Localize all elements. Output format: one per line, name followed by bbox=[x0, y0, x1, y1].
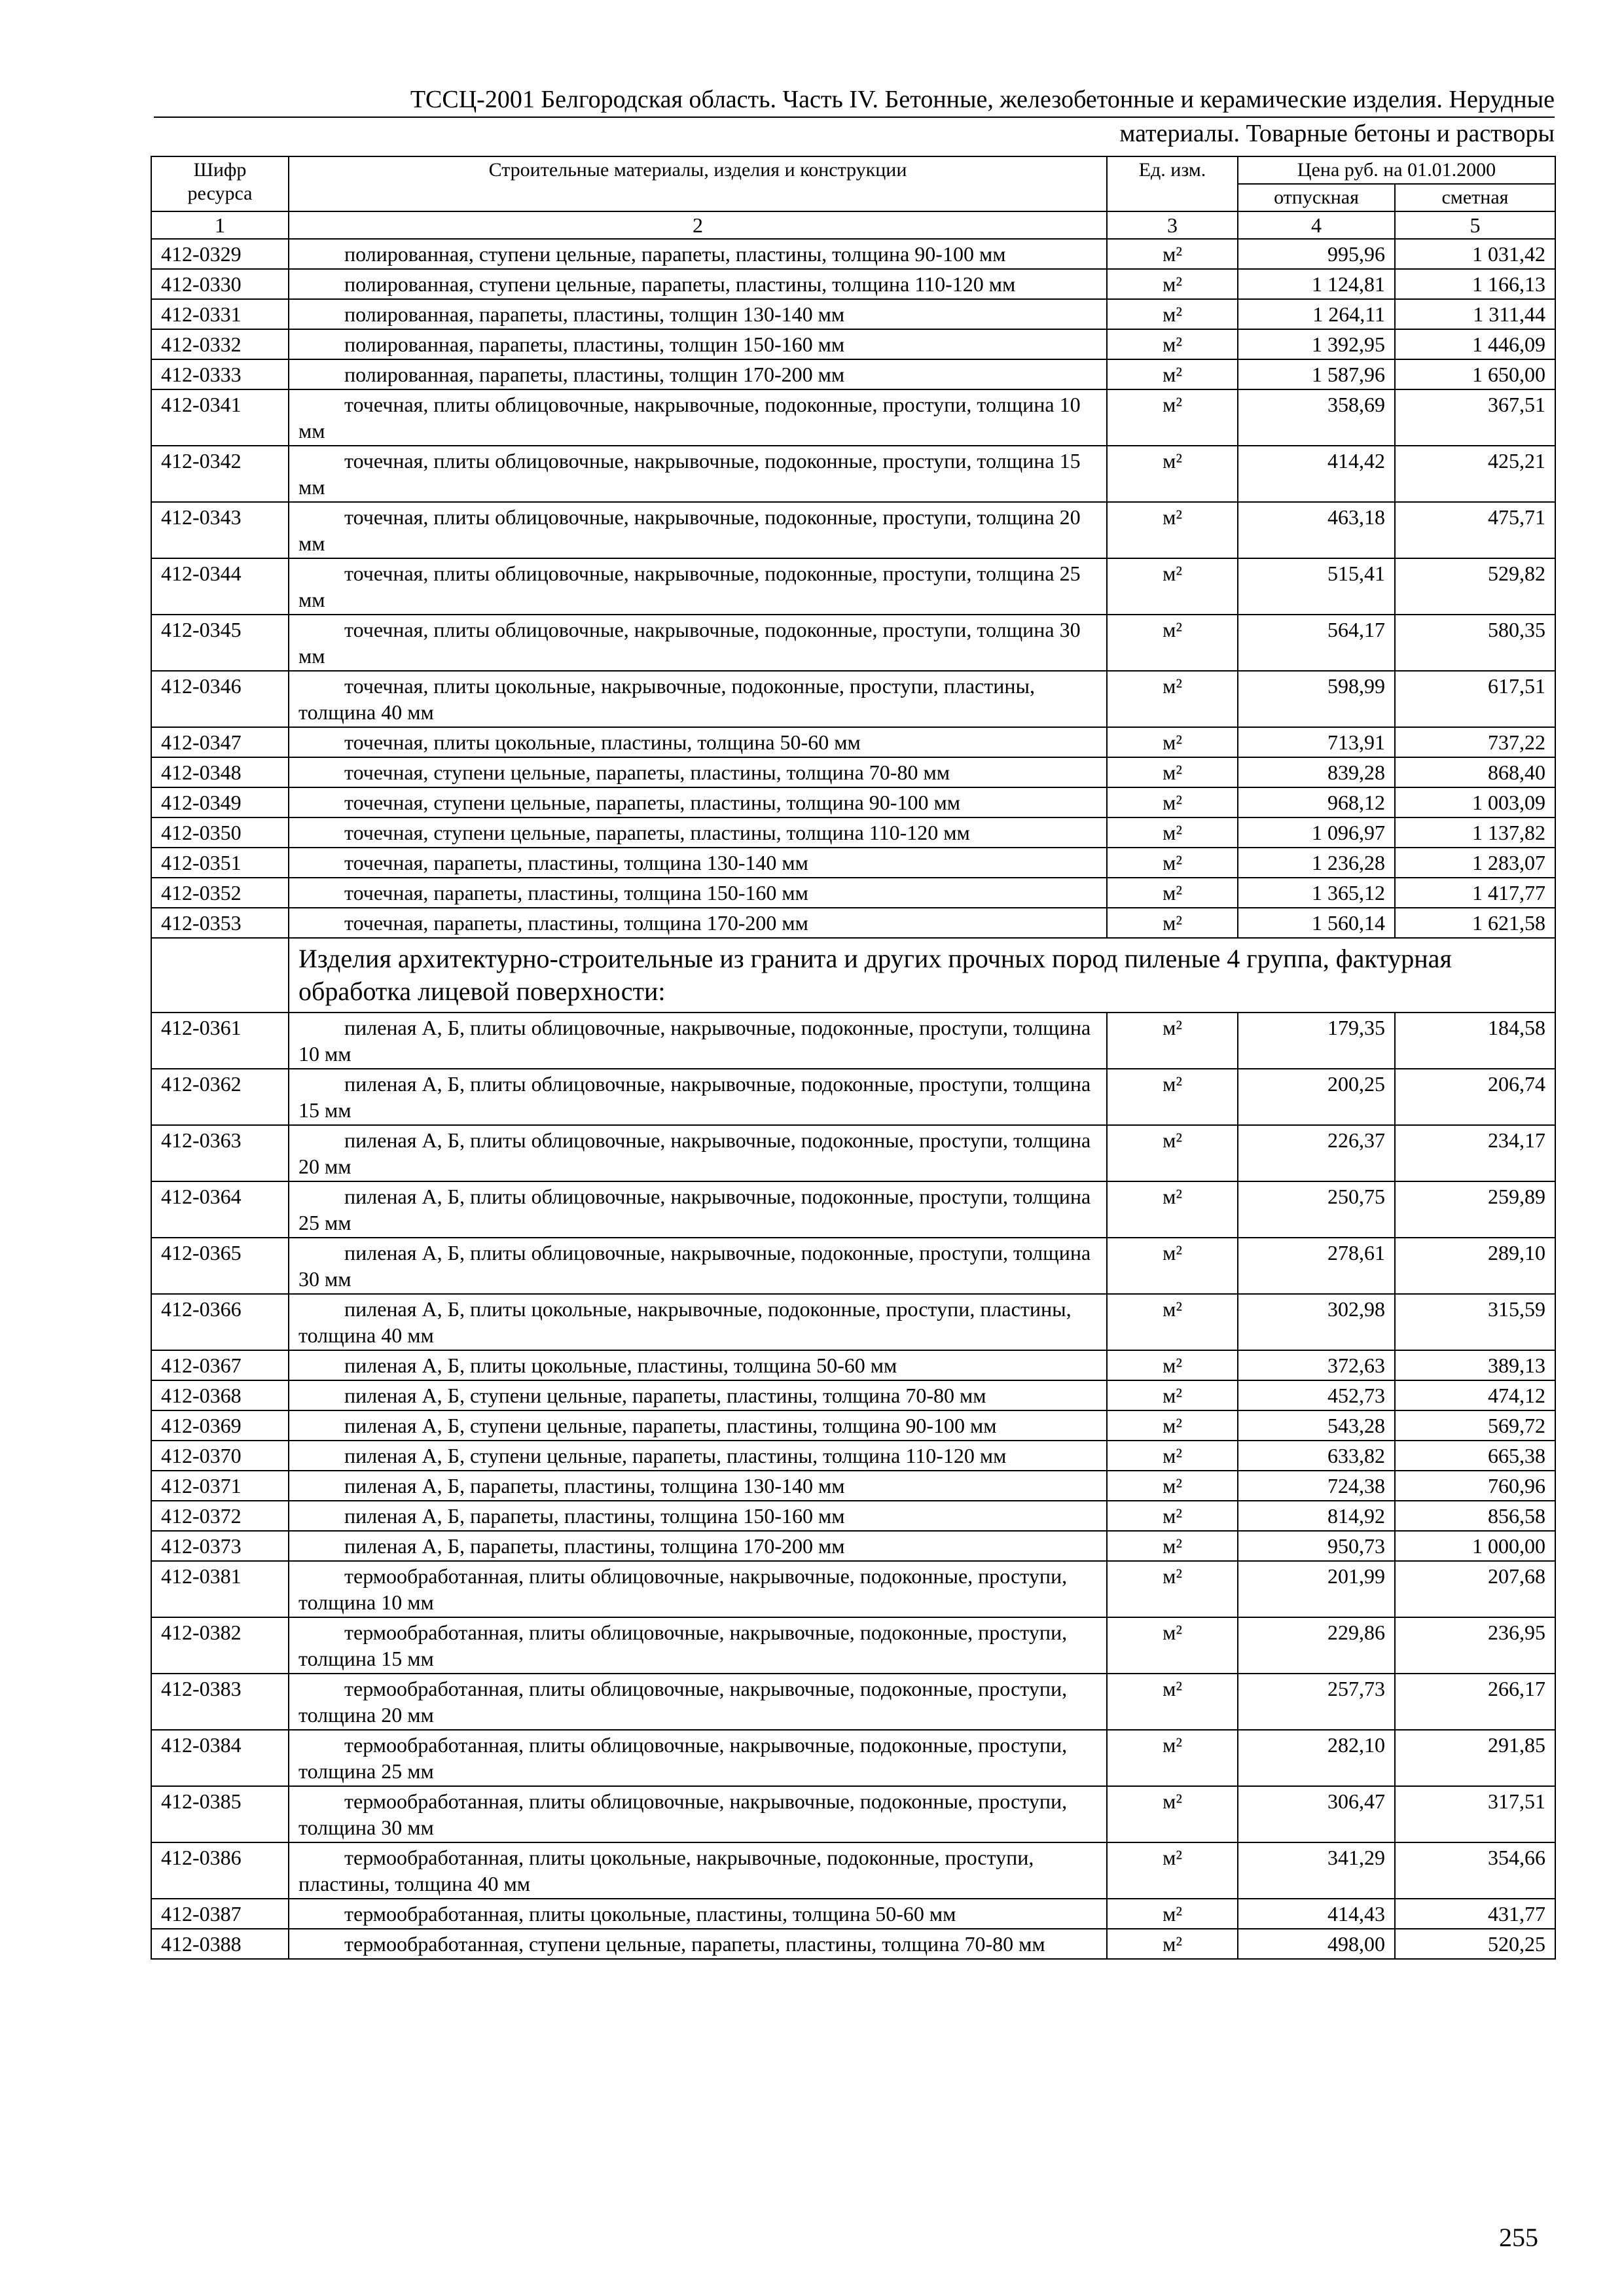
price-estimate: 367,51 bbox=[1395, 389, 1555, 446]
price-release: 414,43 bbox=[1238, 1899, 1395, 1929]
unit-of-measure: м² bbox=[1107, 1238, 1238, 1294]
unit-of-measure: м² bbox=[1107, 1674, 1238, 1730]
material-name: пиленая А, Б, плиты облицовочные, накрывочные, подоконные, проступи, толщина 15 мм bbox=[289, 1069, 1107, 1125]
unit-of-measure: м² bbox=[1107, 239, 1238, 269]
material-name: полированная, ступени цельные, парапеты, пластины, толщина 90-100 мм bbox=[289, 239, 1107, 269]
resource-code: 412-0372 bbox=[151, 1501, 289, 1531]
price-estimate: 315,59 bbox=[1395, 1294, 1555, 1350]
price-release: 463,18 bbox=[1238, 502, 1395, 558]
resource-code: 412-0384 bbox=[151, 1730, 289, 1786]
price-release: 1 392,95 bbox=[1238, 329, 1395, 359]
table-row bbox=[151, 1471, 1555, 1501]
price-release: 564,17 bbox=[1238, 615, 1395, 671]
header-price-group: Цена руб. на 01.01.2000 bbox=[1238, 156, 1555, 184]
table-row bbox=[151, 727, 1555, 757]
table-row bbox=[151, 615, 1555, 671]
price-estimate: 207,68 bbox=[1395, 1561, 1555, 1617]
unit-of-measure: м² bbox=[1107, 1350, 1238, 1380]
price-release: 515,41 bbox=[1238, 558, 1395, 615]
material-name: точечная, плиты цокольные, накрывочные, подоконные, проступи, пластины, толщина 40 мм bbox=[289, 671, 1107, 727]
resource-code: 412-0343 bbox=[151, 502, 289, 558]
material-name: термообработанная, плиты цокольные, пластины, толщина 50-60 мм bbox=[289, 1899, 1107, 1929]
material-name: точечная, парапеты, пластины, толщина 130-140 мм bbox=[289, 848, 1107, 878]
unit-of-measure: м² bbox=[1107, 1410, 1238, 1441]
table-row bbox=[151, 269, 1555, 299]
material-name: пиленая А, Б, ступени цельные, парапеты, пластины, толщина 70-80 мм bbox=[289, 1380, 1107, 1410]
resource-code: 412-0345 bbox=[151, 615, 289, 671]
material-name: термообработанная, плиты облицовочные, накрывочные, подоконные, проступи, толщина 30 мм bbox=[289, 1786, 1107, 1842]
page-header bbox=[154, 84, 1555, 149]
unit-of-measure: м² bbox=[1107, 878, 1238, 908]
table-row bbox=[151, 1069, 1555, 1125]
material-name: пиленая А, Б, плиты цокольные, накрывочные, подоконные, проступи, пластины, толщина 40 мм bbox=[289, 1294, 1107, 1350]
material-name: точечная, плиты облицовочные, накрывочные, подоконные, проступи, толщина 25 мм bbox=[289, 558, 1107, 615]
price-release: 839,28 bbox=[1238, 757, 1395, 787]
price-estimate: 529,82 bbox=[1395, 558, 1555, 615]
table-row bbox=[151, 1842, 1555, 1899]
price-release: 201,99 bbox=[1238, 1561, 1395, 1617]
table-row bbox=[151, 558, 1555, 615]
unit-of-measure: м² bbox=[1107, 1181, 1238, 1238]
column-number: 1 bbox=[151, 211, 289, 239]
price-estimate: 737,22 bbox=[1395, 727, 1555, 757]
price-release: 713,91 bbox=[1238, 727, 1395, 757]
material-name: точечная, парапеты, пластины, толщина 150-160 мм bbox=[289, 878, 1107, 908]
price-estimate: 1 311,44 bbox=[1395, 299, 1555, 329]
price-estimate: 317,51 bbox=[1395, 1786, 1555, 1842]
price-release: 302,98 bbox=[1238, 1294, 1395, 1350]
resource-code: 412-0386 bbox=[151, 1842, 289, 1899]
table-row bbox=[151, 1441, 1555, 1471]
unit-of-measure: м² bbox=[1107, 329, 1238, 359]
price-estimate: 1 166,13 bbox=[1395, 269, 1555, 299]
price-estimate: 1 031,42 bbox=[1395, 239, 1555, 269]
price-release: 282,10 bbox=[1238, 1730, 1395, 1786]
resource-code: 412-0368 bbox=[151, 1380, 289, 1410]
material-name: пиленая А, Б, плиты облицовочные, накрывочные, подоконные, проступи, толщина 20 мм bbox=[289, 1125, 1107, 1181]
price-estimate: 856,58 bbox=[1395, 1501, 1555, 1531]
price-estimate: 617,51 bbox=[1395, 671, 1555, 727]
unit-of-measure: м² bbox=[1107, 1471, 1238, 1501]
unit-of-measure: м² bbox=[1107, 848, 1238, 878]
column-number: 2 bbox=[289, 211, 1107, 239]
unit-of-measure: м² bbox=[1107, 727, 1238, 757]
price-estimate: 1 000,00 bbox=[1395, 1531, 1555, 1561]
price-release: 257,73 bbox=[1238, 1674, 1395, 1730]
price-estimate: 569,72 bbox=[1395, 1410, 1555, 1441]
header-price-release: отпускная bbox=[1238, 184, 1395, 211]
unit-of-measure: м² bbox=[1107, 299, 1238, 329]
table-row bbox=[151, 1501, 1555, 1531]
unit-of-measure: м² bbox=[1107, 787, 1238, 817]
unit-of-measure: м² bbox=[1107, 502, 1238, 558]
material-name: пиленая А, Б, ступени цельные, парапеты, пластины, толщина 110-120 мм bbox=[289, 1441, 1107, 1471]
table-row bbox=[151, 1238, 1555, 1294]
section-heading-row bbox=[151, 938, 1555, 1013]
column-number-row bbox=[151, 211, 1555, 239]
table-row bbox=[151, 389, 1555, 446]
resource-code: 412-0342 bbox=[151, 446, 289, 502]
material-name: точечная, ступени цельные, парапеты, пластины, толщина 110-120 мм bbox=[289, 817, 1107, 848]
table-row bbox=[151, 878, 1555, 908]
material-name: полированная, парапеты, пластины, толщин 150-160 мм bbox=[289, 329, 1107, 359]
price-release: 1 560,14 bbox=[1238, 908, 1395, 938]
material-name: термообработанная, плиты цокольные, накрывочные, подоконные, проступи, пластины, толщина 40 мм bbox=[289, 1842, 1107, 1899]
material-name: пиленая А, Б, парапеты, пластины, толщина 150-160 мм bbox=[289, 1501, 1107, 1531]
empty-cell bbox=[151, 938, 289, 1013]
table-row bbox=[151, 908, 1555, 938]
resource-code: 412-0370 bbox=[151, 1441, 289, 1471]
price-release: 372,63 bbox=[1238, 1350, 1395, 1380]
price-release: 598,99 bbox=[1238, 671, 1395, 727]
price-estimate: 184,58 bbox=[1395, 1013, 1555, 1069]
unit-of-measure: м² bbox=[1107, 389, 1238, 446]
price-release: 226,37 bbox=[1238, 1125, 1395, 1181]
price-estimate: 1 417,77 bbox=[1395, 878, 1555, 908]
price-estimate: 425,21 bbox=[1395, 446, 1555, 502]
resource-code: 412-0369 bbox=[151, 1410, 289, 1441]
resource-code: 412-0382 bbox=[151, 1617, 289, 1674]
resource-code: 412-0367 bbox=[151, 1350, 289, 1380]
price-release: 414,42 bbox=[1238, 446, 1395, 502]
unit-of-measure: м² bbox=[1107, 908, 1238, 938]
price-estimate: 475,71 bbox=[1395, 502, 1555, 558]
table-row bbox=[151, 299, 1555, 329]
table-row bbox=[151, 239, 1555, 269]
price-release: 1 587,96 bbox=[1238, 359, 1395, 389]
resource-code: 412-0353 bbox=[151, 908, 289, 938]
table-row bbox=[151, 787, 1555, 817]
price-release: 358,69 bbox=[1238, 389, 1395, 446]
price-estimate: 474,12 bbox=[1395, 1380, 1555, 1410]
price-release: 543,28 bbox=[1238, 1410, 1395, 1441]
material-name: термообработанная, плиты облицовочные, накрывочные, подоконные, проступи, толщина 15 мм bbox=[289, 1617, 1107, 1674]
price-release: 341,29 bbox=[1238, 1842, 1395, 1899]
material-name: полированная, парапеты, пластины, толщин 130-140 мм bbox=[289, 299, 1107, 329]
material-name: точечная, плиты облицовочные, накрывочные, подоконные, проступи, толщина 30 мм bbox=[289, 615, 1107, 671]
resource-code: 412-0371 bbox=[151, 1471, 289, 1501]
material-name: точечная, плиты цокольные, пластины, толщина 50-60 мм bbox=[289, 727, 1107, 757]
price-release: 1 236,28 bbox=[1238, 848, 1395, 878]
price-release: 968,12 bbox=[1238, 787, 1395, 817]
price-estimate: 1 283,07 bbox=[1395, 848, 1555, 878]
price-estimate: 580,35 bbox=[1395, 615, 1555, 671]
unit-of-measure: м² bbox=[1107, 1561, 1238, 1617]
price-release: 950,73 bbox=[1238, 1531, 1395, 1561]
resource-code: 412-0362 bbox=[151, 1069, 289, 1125]
unit-of-measure: м² bbox=[1107, 1013, 1238, 1069]
table-row bbox=[151, 359, 1555, 389]
column-number: 3 bbox=[1107, 211, 1238, 239]
unit-of-measure: м² bbox=[1107, 1899, 1238, 1929]
price-table bbox=[151, 156, 1556, 1960]
resource-code: 412-0330 bbox=[151, 269, 289, 299]
table-row bbox=[151, 757, 1555, 787]
table-body bbox=[151, 239, 1555, 1959]
price-release: 452,73 bbox=[1238, 1380, 1395, 1410]
table-row bbox=[151, 446, 1555, 502]
material-name: термообработанная, плиты облицовочные, накрывочные, подоконные, проступи, толщина 10 мм bbox=[289, 1561, 1107, 1617]
unit-of-measure: м² bbox=[1107, 615, 1238, 671]
resource-code: 412-0346 bbox=[151, 671, 289, 727]
resource-code: 412-0349 bbox=[151, 787, 289, 817]
unit-of-measure: м² bbox=[1107, 446, 1238, 502]
table-row bbox=[151, 1531, 1555, 1561]
material-name: пиленая А, Б, парапеты, пластины, толщина 130-140 мм bbox=[289, 1471, 1107, 1501]
resource-code: 412-0363 bbox=[151, 1125, 289, 1181]
material-name: пиленая А, Б, ступени цельные, парапеты, пластины, толщина 90-100 мм bbox=[289, 1410, 1107, 1441]
material-name: пиленая А, Б, плиты облицовочные, накрывочные, подоконные, проступи, толщина 10 мм bbox=[289, 1013, 1107, 1069]
price-release: 278,61 bbox=[1238, 1238, 1395, 1294]
resource-code: 412-0341 bbox=[151, 389, 289, 446]
price-release: 724,38 bbox=[1238, 1471, 1395, 1501]
header-price-estimate: сметная bbox=[1395, 184, 1555, 211]
header-name: Строительные материалы, изделия и конструкции bbox=[289, 156, 1107, 211]
unit-of-measure: м² bbox=[1107, 1617, 1238, 1674]
price-estimate: 259,89 bbox=[1395, 1181, 1555, 1238]
material-name: полированная, парапеты, пластины, толщин 170-200 мм bbox=[289, 359, 1107, 389]
price-estimate: 760,96 bbox=[1395, 1471, 1555, 1501]
material-name: точечная, плиты облицовочные, накрывочные, подоконные, проступи, толщина 10 мм bbox=[289, 389, 1107, 446]
unit-of-measure: м² bbox=[1107, 1294, 1238, 1350]
table-row bbox=[151, 817, 1555, 848]
resource-code: 412-0332 bbox=[151, 329, 289, 359]
resource-code: 412-0331 bbox=[151, 299, 289, 329]
resource-code: 412-0366 bbox=[151, 1294, 289, 1350]
header-unit: Ед. изм. bbox=[1107, 156, 1238, 211]
material-name: пиленая А, Б, парапеты, пластины, толщина 170-200 мм bbox=[289, 1531, 1107, 1561]
price-estimate: 1 137,82 bbox=[1395, 817, 1555, 848]
header-title-line-2: материалы. Товарные бетоны и растворы bbox=[1119, 120, 1555, 147]
material-name: термообработанная, плиты облицовочные, накрывочные, подоконные, проступи, толщина 25 мм bbox=[289, 1730, 1107, 1786]
material-name: точечная, плиты облицовочные, накрывочные, подоконные, проступи, толщина 20 мм bbox=[289, 502, 1107, 558]
price-estimate: 289,10 bbox=[1395, 1238, 1555, 1294]
unit-of-measure: м² bbox=[1107, 558, 1238, 615]
unit-of-measure: м² bbox=[1107, 1842, 1238, 1899]
table-row bbox=[151, 1929, 1555, 1959]
material-name: термообработанная, плиты облицовочные, накрывочные, подоконные, проступи, толщина 20 мм bbox=[289, 1674, 1107, 1730]
price-release: 1 096,97 bbox=[1238, 817, 1395, 848]
price-release: 229,86 bbox=[1238, 1617, 1395, 1674]
price-estimate: 291,85 bbox=[1395, 1730, 1555, 1786]
unit-of-measure: м² bbox=[1107, 1730, 1238, 1786]
unit-of-measure: м² bbox=[1107, 817, 1238, 848]
unit-of-measure: м² bbox=[1107, 359, 1238, 389]
page-number: 255 bbox=[1499, 2223, 1538, 2252]
price-release: 1 365,12 bbox=[1238, 878, 1395, 908]
table-row bbox=[151, 1674, 1555, 1730]
material-name: пиленая А, Б, плиты облицовочные, накрывочные, подоконные, проступи, толщина 25 мм bbox=[289, 1181, 1107, 1238]
price-estimate: 868,40 bbox=[1395, 757, 1555, 787]
table-header-row bbox=[151, 156, 1555, 184]
price-estimate: 520,25 bbox=[1395, 1929, 1555, 1959]
material-name: точечная, парапеты, пластины, толщина 170-200 мм bbox=[289, 908, 1107, 938]
resource-code: 412-0388 bbox=[151, 1929, 289, 1959]
price-estimate: 389,13 bbox=[1395, 1350, 1555, 1380]
price-estimate: 1 003,09 bbox=[1395, 787, 1555, 817]
table-row bbox=[151, 848, 1555, 878]
table-row bbox=[151, 1561, 1555, 1617]
column-number: 5 bbox=[1395, 211, 1555, 239]
unit-of-measure: м² bbox=[1107, 671, 1238, 727]
unit-of-measure: м² bbox=[1107, 1380, 1238, 1410]
unit-of-measure: м² bbox=[1107, 1441, 1238, 1471]
material-name: точечная, плиты облицовочные, накрывочные, подоконные, проступи, толщина 15 мм bbox=[289, 446, 1107, 502]
resource-code: 412-0348 bbox=[151, 757, 289, 787]
table-row bbox=[151, 1730, 1555, 1786]
resource-code: 412-0329 bbox=[151, 239, 289, 269]
resource-code: 412-0350 bbox=[151, 817, 289, 848]
resource-code: 412-0333 bbox=[151, 359, 289, 389]
material-name: пиленая А, Б, плиты цокольные, пластины, толщина 50-60 мм bbox=[289, 1350, 1107, 1380]
unit-of-measure: м² bbox=[1107, 1786, 1238, 1842]
price-release: 306,47 bbox=[1238, 1786, 1395, 1842]
resource-code: 412-0352 bbox=[151, 878, 289, 908]
material-name: точечная, ступени цельные, парапеты, пластины, толщина 70-80 мм bbox=[289, 757, 1107, 787]
table-row bbox=[151, 1617, 1555, 1674]
unit-of-measure: м² bbox=[1107, 1531, 1238, 1561]
price-release: 200,25 bbox=[1238, 1069, 1395, 1125]
price-estimate: 354,66 bbox=[1395, 1842, 1555, 1899]
resource-code: 412-0351 bbox=[151, 848, 289, 878]
resource-code: 412-0344 bbox=[151, 558, 289, 615]
price-estimate: 1 650,00 bbox=[1395, 359, 1555, 389]
material-name: пиленая А, Б, плиты облицовочные, накрывочные, подоконные, проступи, толщина 30 мм bbox=[289, 1238, 1107, 1294]
unit-of-measure: м² bbox=[1107, 1125, 1238, 1181]
header-title-line-1: ТССЦ-2001 Белгородская область. Часть IV. Бетонные, железобетонные и керамические изделия. Нерудные bbox=[154, 84, 1555, 118]
unit-of-measure: м² bbox=[1107, 757, 1238, 787]
table-row bbox=[151, 671, 1555, 727]
resource-code: 412-0347 bbox=[151, 727, 289, 757]
unit-of-measure: м² bbox=[1107, 269, 1238, 299]
price-estimate: 431,77 bbox=[1395, 1899, 1555, 1929]
table-row bbox=[151, 1899, 1555, 1929]
resource-code: 412-0383 bbox=[151, 1674, 289, 1730]
price-release: 1 264,11 bbox=[1238, 299, 1395, 329]
price-estimate: 206,74 bbox=[1395, 1069, 1555, 1125]
material-name: термообработанная, ступени цельные, парапеты, пластины, толщина 70-80 мм bbox=[289, 1929, 1107, 1959]
table-row bbox=[151, 1294, 1555, 1350]
header-code: Шифр ресурса bbox=[151, 156, 289, 211]
price-estimate: 1 621,58 bbox=[1395, 908, 1555, 938]
price-release: 179,35 bbox=[1238, 1013, 1395, 1069]
resource-code: 412-0387 bbox=[151, 1899, 289, 1929]
resource-code: 412-0365 bbox=[151, 1238, 289, 1294]
price-release: 633,82 bbox=[1238, 1441, 1395, 1471]
column-number: 4 bbox=[1238, 211, 1395, 239]
table-row bbox=[151, 1125, 1555, 1181]
resource-code: 412-0381 bbox=[151, 1561, 289, 1617]
price-estimate: 236,95 bbox=[1395, 1617, 1555, 1674]
price-release: 995,96 bbox=[1238, 239, 1395, 269]
table-row bbox=[151, 502, 1555, 558]
resource-code: 412-0364 bbox=[151, 1181, 289, 1238]
price-estimate: 234,17 bbox=[1395, 1125, 1555, 1181]
table-row bbox=[151, 1410, 1555, 1441]
price-release: 814,92 bbox=[1238, 1501, 1395, 1531]
price-estimate: 1 446,09 bbox=[1395, 329, 1555, 359]
resource-code: 412-0385 bbox=[151, 1786, 289, 1842]
resource-code: 412-0361 bbox=[151, 1013, 289, 1069]
unit-of-measure: м² bbox=[1107, 1069, 1238, 1125]
table-row bbox=[151, 329, 1555, 359]
table-row bbox=[151, 1013, 1555, 1069]
unit-of-measure: м² bbox=[1107, 1501, 1238, 1531]
table-row bbox=[151, 1786, 1555, 1842]
material-name: точечная, ступени цельные, парапеты, пластины, толщина 90-100 мм bbox=[289, 787, 1107, 817]
material-name: полированная, ступени цельные, парапеты, пластины, толщина 110-120 мм bbox=[289, 269, 1107, 299]
table-row bbox=[151, 1380, 1555, 1410]
price-estimate: 266,17 bbox=[1395, 1674, 1555, 1730]
section-heading: Изделия архитектурно-строительные из гранита и других прочных пород пиленые 4 группа, фактурная обработка лицевой поверхности: bbox=[289, 938, 1555, 1013]
table-row bbox=[151, 1350, 1555, 1380]
price-estimate: 665,38 bbox=[1395, 1441, 1555, 1471]
unit-of-measure: м² bbox=[1107, 1929, 1238, 1959]
price-release: 1 124,81 bbox=[1238, 269, 1395, 299]
table-row bbox=[151, 1181, 1555, 1238]
price-release: 498,00 bbox=[1238, 1929, 1395, 1959]
price-release: 250,75 bbox=[1238, 1181, 1395, 1238]
resource-code: 412-0373 bbox=[151, 1531, 289, 1561]
